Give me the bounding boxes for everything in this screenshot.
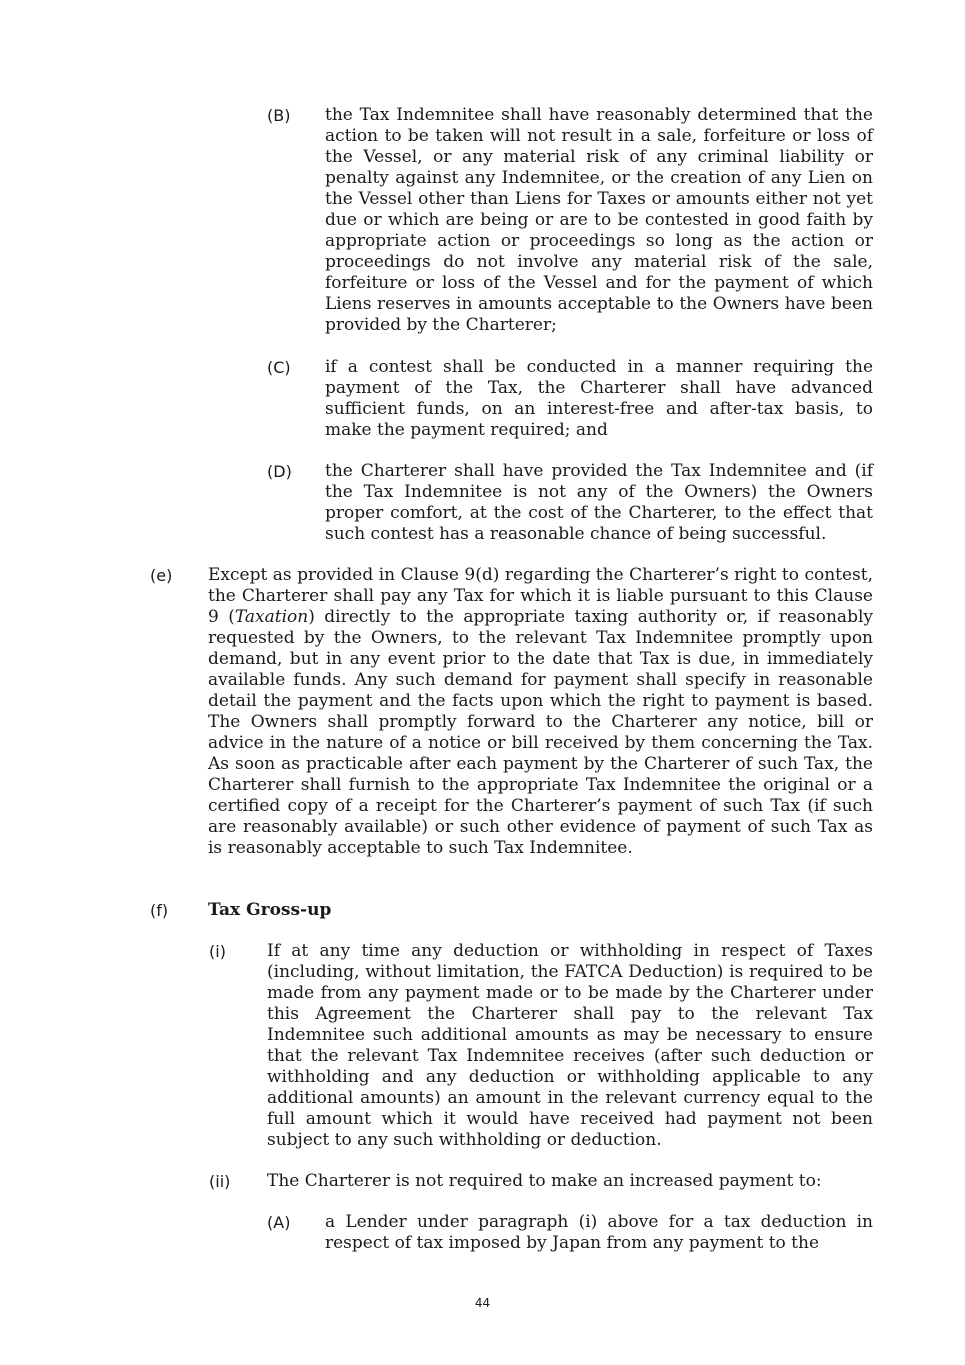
paragraph-b-text: the Tax Indemnitee shall have reasonably determined that the action to be taken will not result in a sale, forfeiture or loss of the Vessel, or any material risk of any criminal liability or penalty against any Indemnitee, or the creation of any Lien on the Vessel other than Liens for Taxes or amounts either not yet due or which are being or are to be contested in good faith by appropriate action or proceedings so long as the action or proceedings do not involve any material risk of the sale, forfeiture or loss of the Vessel and for the payment of which Liens reserves in amounts acceptable to the Owners have been provided by the Charterer; <box>325 105 873 335</box>
paragraph-f-ii-a-text: a Lender under paragraph (i) above for a tax deduction in respect of tax imposed by Japan from any payment to the <box>325 1212 873 1253</box>
paragraph-e-text-end: ) directly to the appropriate taxing authority or, if reasonably requested by the Owners, to the relevant Tax Indemnitee promptly upon demand, but in any event prior to the date that Tax is due, in immediately available funds. Any such demand for payment shall specify in reasonable detail the payment and the facts upon which the right to payment is based. The Owners shall promptly forward to the Charterer any notice, bill or advice in the nature of a notice or bill received by them concerning the Tax. As soon as practicable after each payment by the Charterer of such Tax, the Charterer shall furnish to the appropriate Tax Indemnitee the original or a certified copy of a receipt for the Charterer’s payment of such Tax (if such are reasonably available) or such other evidence of payment of such Tax as is reasonably acceptable to such Tax Indemnitee. <box>208 607 873 858</box>
paragraph-f-ii-a-label: (A) <box>267 1213 291 1232</box>
paragraph-c <box>267 357 873 441</box>
paragraph-f <box>150 900 873 921</box>
paragraph-c-label: (C) <box>267 358 291 377</box>
paragraph-d-label: (D) <box>267 462 292 481</box>
paragraph-e-text-start: Except as provided in Clause 9(d) regarding the Charterer’s right to contest, the Charterer shall pay any Tax for which it is liable pursuant to this Clause 9 ( <box>208 565 873 627</box>
page-number: 44 <box>474 1296 491 1310</box>
paragraph-c-text: if a contest shall be conducted in a manner requiring the payment of the Tax, the Charterer shall have advanced sufficient funds, on an interest-free and after-tax basis, to make the payment required; and <box>325 357 873 440</box>
paragraph-b-label: (B) <box>267 106 291 125</box>
paragraph-f-ii-label: (ii) <box>209 1172 231 1191</box>
paragraph-f-label: (f) <box>150 901 169 920</box>
paragraph-e-text <box>208 565 873 859</box>
paragraph-f-ii <box>209 1171 873 1192</box>
paragraph-f-ii-a <box>267 1212 873 1254</box>
paragraph-f-i <box>209 941 873 1151</box>
paragraph-e-italic: Taxation <box>234 607 309 627</box>
paragraph-d-text: the Charterer shall have provided the Tax Indemnitee and (if the Tax Indemnitee is not any of the Owners) the Owners proper comfort, at the cost of the Charterer, to the effect that such contest has a reasonable chance of being successful. <box>325 461 873 544</box>
paragraph-d <box>267 461 873 545</box>
paragraph-f-i-text: If at any time any deduction or withholding in respect of Taxes (including, without limitation, the FATCA Deduction) is required to be made from any payment made or to be made by the Charterer under this Agreement the Charterer shall pay to the relevant Tax Indemnitee such additional amounts as may be necessary to ensure that the relevant Tax Indemnitee receives (after such deduction or withholding and any deduction or withholding applicable to any additional amounts) an amount in the relevant currency equal to the full amount which it would have received had payment not been subject to any such withholding or deduction. <box>267 941 873 1150</box>
paragraph-f-heading: Tax Gross-up <box>208 900 332 920</box>
paragraph-f-i-label: (i) <box>209 942 226 961</box>
paragraph-e <box>150 565 873 859</box>
paragraph-f-ii-text: The Charterer is not required to make an increased payment to: <box>267 1171 822 1191</box>
paragraph-b <box>267 105 873 336</box>
paragraph-e-label: (e) <box>150 566 173 585</box>
